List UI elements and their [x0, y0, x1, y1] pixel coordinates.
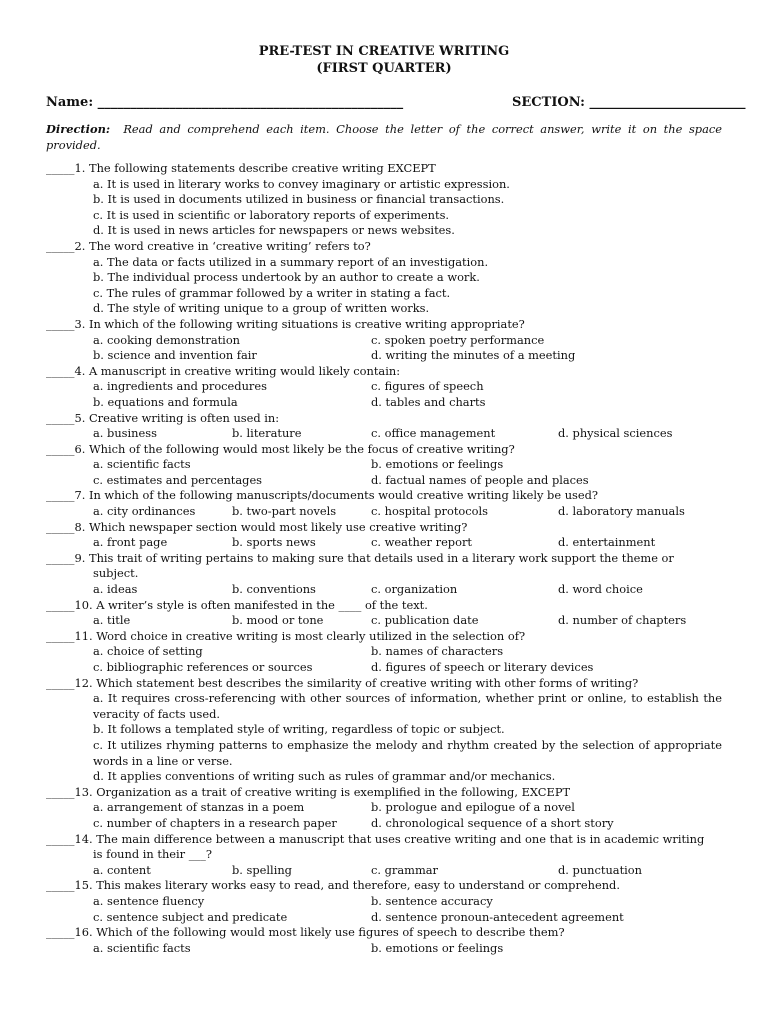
option: c. sentence subject and predicate: [93, 909, 288, 924]
option-row: [46, 504, 722, 520]
question-stem: _____11. Word choice in creative writing is most clearly utilized in the selection of?: [46, 628, 526, 643]
option: a. The data or facts utilized in a summary report of an investigation.: [93, 254, 489, 269]
option: a. cooking demonstration: [93, 332, 241, 347]
option-row: [46, 426, 722, 442]
option: a. ingredients and procedures: [93, 379, 267, 394]
option: d. punctuation: [558, 862, 642, 877]
option-row: [46, 473, 722, 489]
option-row: [46, 333, 722, 349]
title-line-2: (FIRST QUARTER): [316, 61, 452, 76]
question-13: [46, 785, 722, 832]
option: b. It follows a templated style of writing, regardless of topic or subject.: [93, 722, 505, 737]
question-stem-continued: is found in their ___?: [93, 847, 212, 862]
option: d. sentence pronoun-antecedent agreement: [371, 909, 624, 924]
option: b. The individual process undertook by an author to create a work.: [93, 270, 480, 285]
question-stem: _____4. A manuscript in creative writing would likely contain:: [46, 363, 401, 378]
option: d. chronological sequence of a short story: [371, 815, 614, 830]
question-16: [46, 925, 722, 956]
option: c. number of chapters in a research paper: [93, 815, 337, 830]
option: c. figures of speech: [371, 379, 484, 394]
question-15: [46, 878, 722, 925]
question-4: [46, 364, 722, 411]
question-stem: _____14. The main difference between a manuscript that uses creative writing and one that is in academic writing: [46, 831, 705, 846]
option-row: [46, 941, 722, 957]
section-field: SECTION: ________________________: [512, 95, 746, 110]
question-list: [46, 161, 722, 956]
option: d. The style of writing unique to a group of written works.: [93, 301, 430, 316]
question-stem: _____15. This makes literary works easy to read, and therefore, easy to understand or comprehend.: [46, 878, 620, 893]
question-12: [46, 676, 722, 785]
option: c. grammar: [371, 862, 438, 877]
option: a. front page: [93, 535, 168, 550]
worksheet-title: [0, 43, 768, 77]
option: b. emotions or feelings: [371, 457, 504, 472]
option: c. It utilizes rhyming patterns to emphasize the melody and rhythm created by the selection of appropriate words in a line or verse.: [93, 737, 722, 768]
option: d. number of chapters: [558, 613, 687, 628]
option: a. It is used in literary works to convey imaginary or artistic expression.: [93, 176, 510, 191]
question-11: [46, 629, 722, 676]
question-stem: _____12. Which statement best describes the similarity of creative writing with other forms of writing?: [46, 675, 639, 690]
option: a. city ordinances: [93, 504, 196, 519]
option: b. science and invention fair: [93, 348, 257, 363]
name-field: Name: _______________________________________________: [46, 95, 404, 110]
student-info-row: [46, 95, 746, 111]
question-8: [46, 520, 722, 551]
question-stem: _____9. This trait of writing pertains to making sure that details used in a literary work support the theme or: [46, 550, 674, 565]
question-stem: _____13. Organization as a trait of creative writing is exemplified in the following, EXCEPT: [46, 784, 571, 799]
option-row: [46, 395, 722, 411]
direction-text: [46, 122, 722, 153]
option: b. sports news: [232, 535, 316, 550]
option: d. figures of speech or literary devices: [371, 660, 594, 674]
option-row: [46, 348, 722, 364]
option: d. word choice: [558, 582, 643, 597]
question-stem: _____1. The following statements describe creative writing EXCEPT: [46, 161, 436, 175]
question-9: [46, 551, 722, 598]
option: d. writing the minutes of a meeting: [371, 348, 576, 363]
option-row: [46, 863, 722, 879]
option: d. physical sciences: [558, 426, 673, 441]
option: a. scientific facts: [93, 457, 191, 472]
option: c. estimates and percentages: [93, 472, 263, 487]
option: b. literature: [232, 426, 302, 441]
option-row: [46, 613, 722, 629]
title-line-1: PRE-TEST IN CREATIVE WRITING: [258, 44, 510, 59]
question-6: [46, 442, 722, 489]
option: a. sentence fluency: [93, 893, 205, 908]
option: a. content: [93, 862, 151, 877]
option: c. The rules of grammar followed by a writer in stating a fact.: [93, 285, 451, 300]
direction-label: Direction:: [46, 122, 111, 136]
question-stem: _____8. Which newspaper section would most likely use creative writing?: [46, 519, 468, 534]
question-3: [46, 317, 722, 364]
option: b. sentence accuracy: [371, 893, 493, 908]
option: a. arrangement of stanzas in a poem: [93, 800, 305, 815]
question-14: [46, 832, 722, 879]
option: b. It is used in documents utilized in business or financial transactions.: [93, 192, 505, 207]
question-stem: _____6. Which of the following would most likely be the focus of creative writing?: [46, 441, 515, 456]
option: b. names of characters: [371, 644, 504, 659]
question-stem-continued: subject.: [93, 566, 139, 581]
option: a. business: [93, 426, 157, 441]
option: b. emotions or feelings: [371, 940, 504, 955]
option: d. It is used in news articles for newspapers or news websites.: [93, 223, 455, 238]
question-stem: _____2. The word creative in ‘creative writing’ refers to?: [46, 238, 371, 253]
option-row: [46, 644, 722, 660]
option: a. It requires cross-referencing with other sources of information, whether print or online, to establish the veracity of facts used.: [93, 691, 722, 721]
option: b. equations and formula: [93, 394, 238, 409]
option: a. ideas: [93, 582, 138, 597]
option-row: [46, 910, 722, 926]
option: a. choice of setting: [93, 644, 203, 659]
option-row: [46, 800, 722, 816]
direction-body: Read and comprehend each item. Choose the letter of the correct answer, write it on the space provided.: [46, 122, 723, 152]
option: b. conventions: [232, 582, 316, 597]
question-stem: _____3. In which of the following writing situations is creative writing appropriate?: [46, 316, 525, 331]
option: b. prologue and epilogue of a novel: [371, 800, 575, 815]
option-row: [46, 894, 722, 910]
question-10: [46, 598, 722, 629]
question-5: [46, 411, 722, 442]
option: c. hospital protocols: [371, 504, 488, 519]
option-row: [46, 535, 722, 551]
question-stem: _____10. A writer’s style is often manifested in the ____ of the text.: [46, 597, 428, 612]
option: d. tables and charts: [371, 394, 486, 409]
option: d. It applies conventions of writing such as rules of grammar and/or mechanics.: [93, 769, 556, 784]
option: a. scientific facts: [93, 940, 191, 955]
option-row: [46, 457, 722, 473]
option: d. laboratory manuals: [558, 504, 685, 519]
question-stem: _____7. In which of the following manuscripts/documents would creative writing likely be used?: [46, 488, 599, 503]
option: d. entertainment: [558, 535, 656, 550]
question-stem: _____5. Creative writing is often used in:: [46, 410, 280, 425]
question-stem: _____16. Which of the following would most likely use figures of speech to describe them?: [46, 925, 565, 940]
option: b. two-part novels: [232, 504, 337, 519]
option: c. office management: [371, 426, 496, 441]
option: b. spelling: [232, 862, 292, 877]
question-2: [46, 239, 722, 317]
option: c. bibliographic references or sources: [93, 660, 313, 674]
option: c. weather report: [371, 535, 472, 550]
option: a. title: [93, 613, 131, 628]
question-1: [46, 161, 722, 239]
option-row: [46, 816, 722, 832]
option: d. factual names of people and places: [371, 472, 589, 487]
option-row: [46, 379, 722, 395]
option-row: [46, 660, 722, 676]
option: b. mood or tone: [232, 613, 324, 628]
option: c. It is used in scientific or laboratory reports of experiments.: [93, 207, 450, 222]
option: c. spoken poetry performance: [371, 332, 545, 347]
option-row: [46, 582, 722, 598]
option: c. organization: [371, 582, 458, 597]
question-7: [46, 488, 722, 519]
option: c. publication date: [371, 613, 479, 628]
